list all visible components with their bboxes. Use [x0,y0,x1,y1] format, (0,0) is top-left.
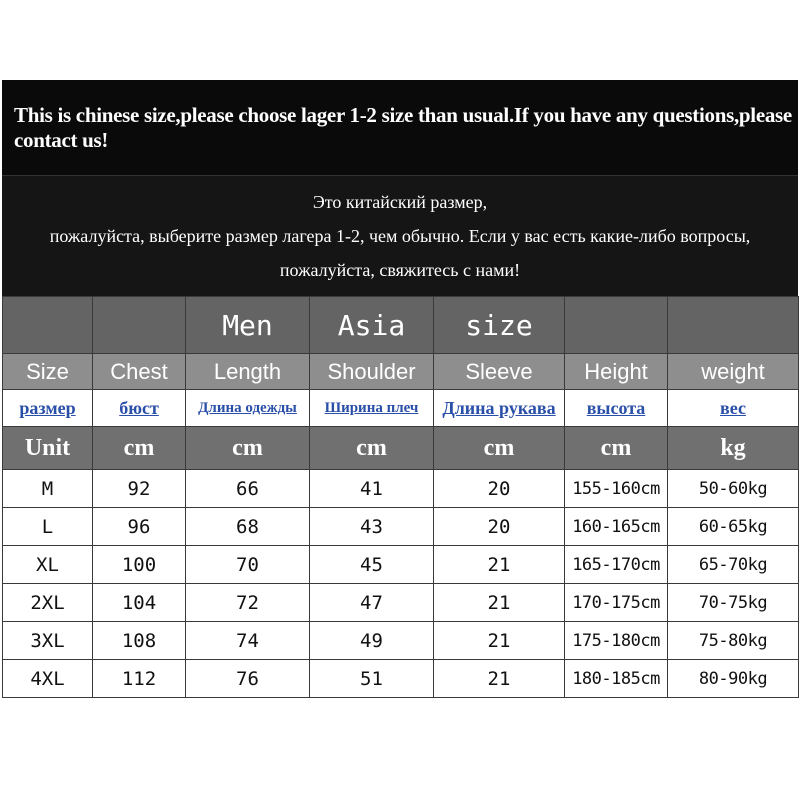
table-row [3,660,799,698]
cell-sleeve: 21 [434,660,565,698]
cell-sleeve: 21 [434,584,565,622]
cell-shoulder: 41 [310,470,434,508]
header-ru-weight: вес [668,390,799,427]
cell-sleeve: 20 [434,470,565,508]
notice-russian-line: пожалуйста, выберите размер лагера 1-2, чем обычно. Если у вас есть какие-либо вопросы, [49,226,751,246]
table-row [3,584,799,622]
cell-height: 155-160cm [565,470,668,508]
unit-cell: cm [310,427,434,470]
header-ru-chest: бюст [93,390,186,427]
cell-chest: 104 [93,584,186,622]
header-shoulder: Shoulder [310,354,434,390]
table-title-row [3,297,799,354]
cell-sleeve: 20 [434,508,565,546]
cell-size: XL [3,546,93,584]
cell-length: 68 [186,508,310,546]
table-row [3,470,799,508]
cell-height: 160-165cm [565,508,668,546]
title-cell [3,297,93,354]
title-cell [93,297,186,354]
cell-chest: 108 [93,622,186,660]
cell-shoulder: 43 [310,508,434,546]
table-unit-row [3,427,799,470]
header-size: Size [3,354,93,390]
unit-cell: kg [668,427,799,470]
cell-weight: 80-90kg [668,660,799,698]
cell-shoulder: 51 [310,660,434,698]
cell-length: 72 [186,584,310,622]
header-ru-shoulder: Ширина плеч [310,390,434,427]
cell-shoulder: 47 [310,584,434,622]
cell-height: 170-175cm [565,584,668,622]
header-ru-sleeve: Длина рукава [434,390,565,427]
header-length: Length [186,354,310,390]
cell-weight: 50-60kg [668,470,799,508]
title-cell: Asia [310,297,434,354]
header-chest: Chest [93,354,186,390]
notice-russian-line: пожалуйста, свяжитесь с нами! [279,260,521,280]
header-ru-size: размер [3,390,93,427]
cell-sleeve: 21 [434,622,565,660]
cell-length: 74 [186,622,310,660]
notice-english: This is chinese size,please choose lager 1-2 size than usual.If you have any questions,please contact us! [2,80,798,176]
table-header-row [3,354,799,390]
table-header-row-russian [3,390,799,427]
unit-cell: Unit [3,427,93,470]
cell-weight: 75-80kg [668,622,799,660]
cell-size: 2XL [3,584,93,622]
cell-weight: 70-75kg [668,584,799,622]
cell-size: 3XL [3,622,93,660]
header-height: Height [565,354,668,390]
header-ru-length: Длина одежды [186,390,310,427]
size-chart [2,80,798,698]
unit-cell: cm [565,427,668,470]
title-cell [565,297,668,354]
cell-weight: 60-65kg [668,508,799,546]
header-ru-height: высота [565,390,668,427]
cell-chest: 92 [93,470,186,508]
cell-length: 70 [186,546,310,584]
table-row [3,508,799,546]
cell-size: M [3,470,93,508]
header-sleeve: Sleeve [434,354,565,390]
cell-shoulder: 45 [310,546,434,584]
title-cell [668,297,799,354]
table-row [3,622,799,660]
cell-height: 165-170cm [565,546,668,584]
cell-chest: 96 [93,508,186,546]
cell-weight: 65-70kg [668,546,799,584]
cell-height: 175-180cm [565,622,668,660]
table-row [3,546,799,584]
cell-chest: 100 [93,546,186,584]
title-cell: Men [186,297,310,354]
cell-length: 66 [186,470,310,508]
unit-cell: cm [93,427,186,470]
size-table [2,296,799,698]
cell-length: 76 [186,660,310,698]
cell-sleeve: 21 [434,546,565,584]
unit-cell: cm [434,427,565,470]
header-weight: weight [668,354,799,390]
cell-shoulder: 49 [310,622,434,660]
notice-russian [2,176,798,296]
notice-russian-line: Это китайский размер, [312,192,488,212]
cell-height: 180-185cm [565,660,668,698]
unit-cell: cm [186,427,310,470]
cell-size: 4XL [3,660,93,698]
cell-chest: 112 [93,660,186,698]
title-cell: size [434,297,565,354]
cell-size: L [3,508,93,546]
